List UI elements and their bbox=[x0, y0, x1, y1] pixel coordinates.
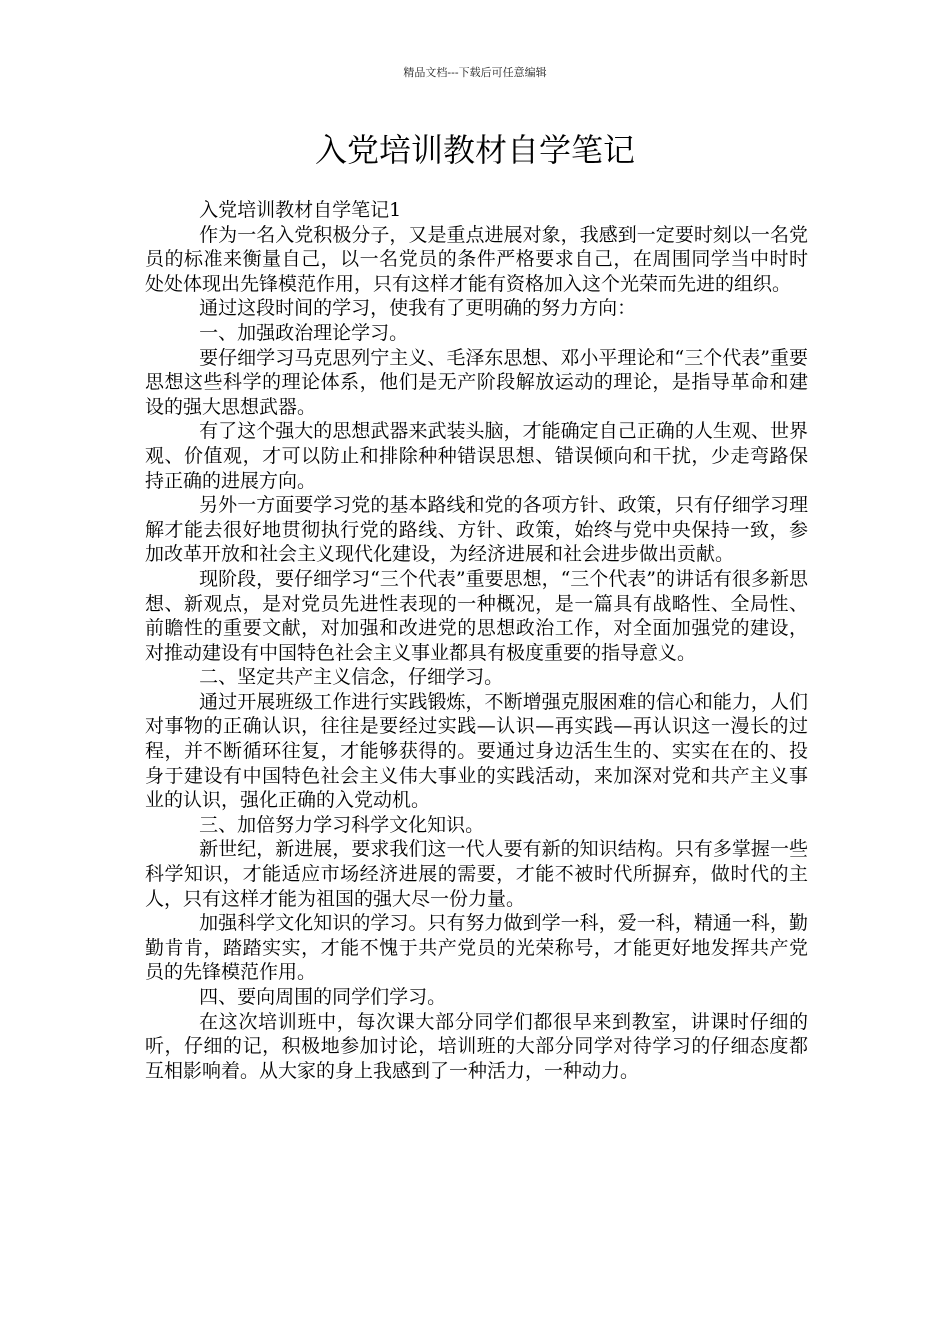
paragraph: 现阶段，要仔细学习“三个代表”重要思想，“三个代表”的讲话有很多新思想、新观点，是对党员先进性表现的一种概况，是一篇具有战略性、全局性、前瞻性的重要文献，对加强和改进党的思想政治工作，对全面加强党的建设，对推动建设有中国特色社会主义事业都具有极度重要的指导意义。 bbox=[145, 567, 808, 664]
paragraph-subtitle: 入党培训教材自学笔记1 bbox=[199, 199, 402, 221]
paragraph: 通过开展班级工作进行实践锻炼，不断增强克服困难的信心和能力，人们对事物的正确认识，往往是要经过实践—认识—再实践—再认识这一漫长的过程，并不断循环往复，才能够获得的。要通过身边活生生的、实实在在的、投身于建设有中国特色社会主义伟大事业的实践活动，来加深对党和共产主义事业的认识，强化正确的入党动机。 bbox=[145, 690, 808, 812]
document-body bbox=[145, 198, 808, 1083]
document-title: 入党培训教材自学笔记 bbox=[314, 131, 635, 169]
paragraph: 要仔细学习马克思列宁主义、毛泽东思想、邓小平理论和“三个代表”重要思想这些科学的理论体系，他们是无产阶段解放运动的理论，是指导革命和建设的强大思想武器。 bbox=[145, 346, 808, 418]
paragraph: 通过这段时间的学习，使我有了更明确的努力方向： bbox=[199, 297, 637, 320]
header-note: 精品文档---下载后可任意编辑 bbox=[403, 66, 547, 79]
paragraph: 新世纪，新进展，要求我们这一代人要有新的知识结构。只有多掌握一些科学知识，才能适应市场经济进展的需要，才能不被时代所摒弃，做时代的主人，只有这样才能为祖国的强大尽一份力量。 bbox=[145, 838, 808, 910]
paragraph: 在这次培训班中，每次课大部分同学们都很早来到教室，讲课时仔细的听，仔细的记，积极地参加讨论，培训班的大部分同学对待学习的仔细态度都互相影响着。从大家的身上我感到了一种活力，一种动力。 bbox=[145, 1010, 808, 1082]
section-heading: 一、加强政治理论学习。 bbox=[199, 321, 409, 344]
paragraph: 加强科学文化知识的学习。只有努力做到学一科，爱一科，精通一科，勤勤肯肯，踏踏实实，才能不愧于共产党员的光荣称号，才能更好地发挥共产党员的先锋模范作用。 bbox=[145, 912, 808, 984]
paragraph: 作为一名入党积极分子，又是重点进展对象，我感到一定要时刻以一名党员的标准来衡量自己，以一名党员的条件严格要求自己，在周围同学当中时时处处体现出先锋模范作用，只有这样才能有资格加入这个光荣而先进的组织。 bbox=[145, 223, 808, 295]
section-heading: 三、加倍努力学习科学文化知识。 bbox=[199, 813, 485, 836]
section-heading: 四、要向周围的同学们学习。 bbox=[199, 986, 447, 1008]
paragraph: 有了这个强大的思想武器来武装头脑，才能确定自己正确的人生观、世界观、价值观，才可以防止和排除种种错误思想、错误倾向和干扰，少走弯路保持正确的进展方向。 bbox=[145, 420, 808, 492]
paragraph: 另外一方面要学习党的基本路线和党的各项方针、政策，只有仔细学习理解才能去很好地贯彻执行党的路线、方针、政策，始终与党中央保持一致，参加改革开放和社会主义现代化建设，为经济进展和社会进步做出贡献。 bbox=[145, 494, 808, 566]
section-heading: 二、坚定共产主义信念，仔细学习。 bbox=[199, 666, 504, 689]
